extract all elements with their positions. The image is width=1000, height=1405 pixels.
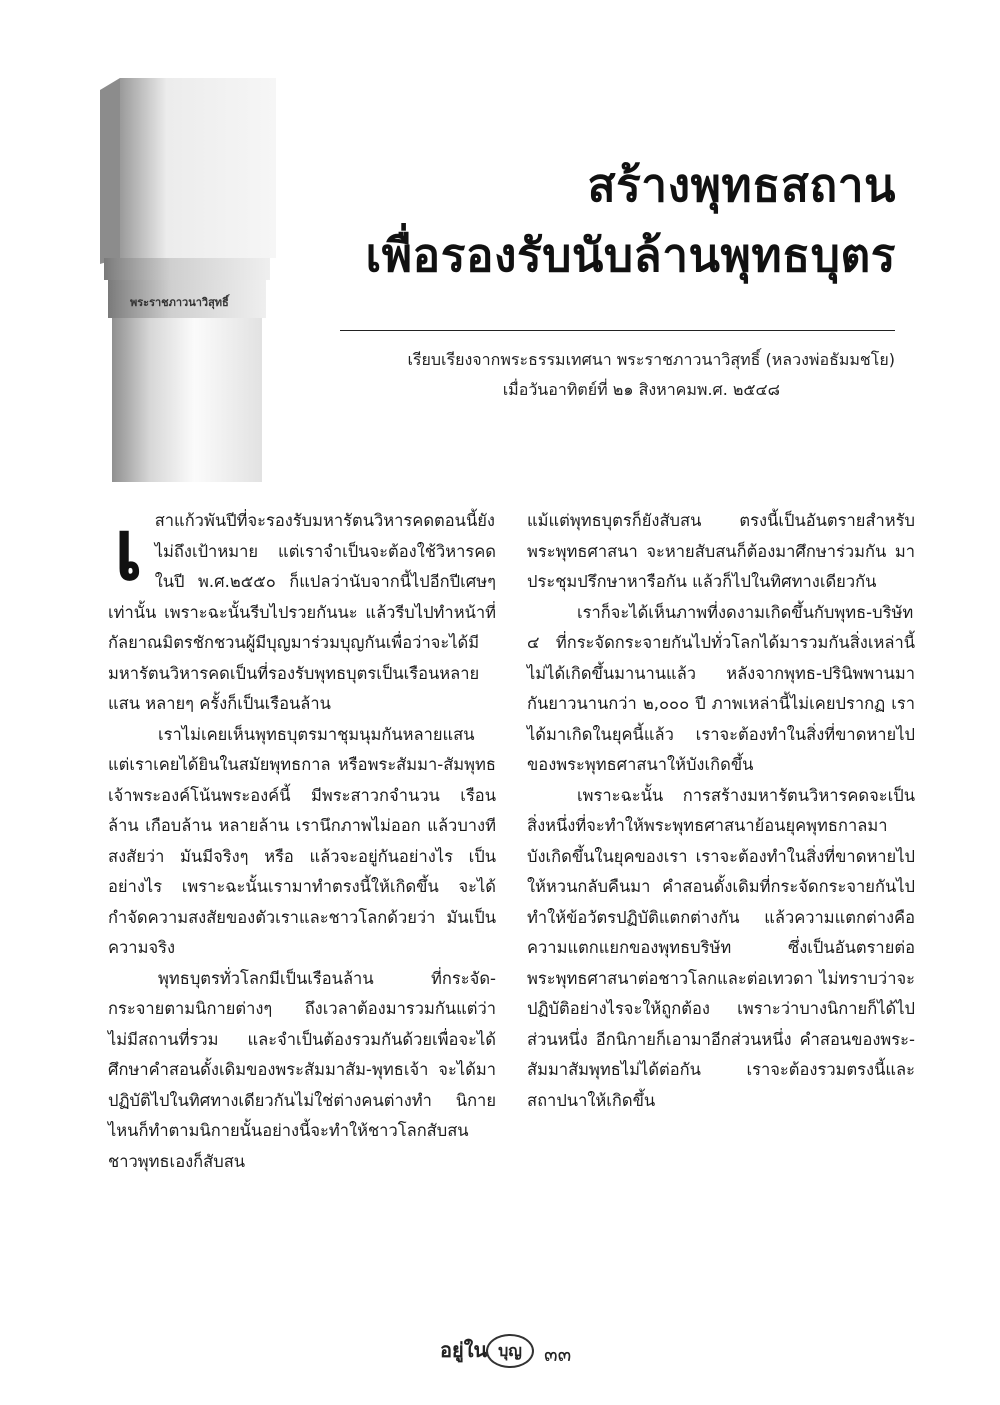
- body-column-right: [527, 506, 915, 1116]
- paragraph: เราไม่เคยเห็นพุทธบุตรมาชุมนุมกันหลายแสน แต่เราเคยได้ยินในสมัยพุทธกาล หรือพระสัมมา-สัมพุทธเจ้าพระองค์โน้นพระองค์นี้ มีพระสาวกจำนวน เรือนล้าน เกือบล้าน หลายล้าน เรานึกภาพไม่ออก แล้วบางทีสงสัยว่า มันมีจริงๆ หรือ แล้วจะอยู่กันอย่างไร เป็นอย่างไร เพราะฉะนั้นเรามาทำตรงนี้ให้เกิดขึ้น จะได้กำจัดความสงสัยของตัวเราและชาวโลกด้วยว่า มันเป็นความจริง: [108, 724, 496, 957]
- paragraph: เราก็จะได้เห็นภาพที่งดงามเกิดขึ้นกับพุทธ-บริษัท ๔ ที่กระจัดกระจายกันไปทั่วโลกได้มารวมกันสิ่งเหล่านี้ไม่ได้เกิดขึ้นมานานแล้ว หลังจากพุทธ-ปรินิพพานมากันยาวนานกว่า ๒,๐๐๐ ปี ภาพเหล่านี้ไม่เคยปรากฏ เราได้มาเกิดในยุคนี้แล้ว เราจะต้องทำในสิ่งที่ขาดหายไปของพระพุทธศาสนาให้บังเกิดขึ้น: [527, 602, 915, 774]
- byline-date: เมื่อวันอาทิตย์ที่ ๒๑ สิงหาคมพ.ศ. ๒๕๔๘: [502, 380, 780, 399]
- pillar-inscription: พระราชภาวนาวิสุทธิ์: [130, 296, 229, 309]
- byline-source: เรียบเรียงจากพระธรรมเทศนา พระราชภาวนาวิสุทธิ์ (หลวงพ่อธัมมชโย): [407, 350, 895, 369]
- title-line-1: สร้างพุทธสถาน: [587, 158, 896, 212]
- body-column-left: [108, 501, 496, 1177]
- article-title: [276, 150, 896, 290]
- drop-cap: เ: [114, 501, 143, 599]
- paragraph: เพราะฉะนั้น การสร้างมหารัตนวิหารคดจะเป็นสิ่งหนึ่งที่จะทำให้พระพุทธศาสนาย้อนยุคพุทธกาลมาบังเกิดขึ้นในยุคของเรา เราจะต้องทำในสิ่งที่ขาดหายไปให้หวนกลับคืนมา คำสอนดั้งเดิมที่กระจัดกระจายกันไปทำให้ข้อวัตรปฏิบัติแตกต่างกัน แล้วความแตกต่างคือความแตกแยกของพุทธบริษัท ซึ่งเป็นอันตรายต่อพระพุทธศาสนาต่อชาวโลกและต่อเทวดา ไม่ทราบว่าจะปฏิบัติอย่างไรจะให้ถูกต้อง เพราะว่าบางนิกายก็ได้ไปส่วนหนึ่ง อีกนิกายก็เอามาอีกส่วนหนึ่ง คำสอนของพระ-สัมมาสัมพุทธไม่ได้ต่อกัน เราจะต้องรวมตรงนี้และสถาปนาให้เกิดขึ้น: [527, 785, 915, 1110]
- byline: [340, 345, 895, 405]
- page-footer: [440, 1332, 600, 1376]
- page-number: ๓๓: [544, 1342, 572, 1366]
- magazine-logo-text: อยู่ใน: [440, 1338, 488, 1362]
- paragraph: [108, 501, 496, 720]
- paragraph: พุทธบุตรทั่วโลกมีเป็นเรือนล้าน ที่กระจัด-กระจายตามนิกายต่างๆ ถึงเวลาต้องมารวมกันแต่ว่าไม่มีสถานที่รวม และจำเป็นต้องรวมกันด้วยเพื่อจะได้ศึกษาคำสอนดั้งเดิมของพระสัมมาสัม-พุทธเจ้า จะได้มาปฏิบัติไปในทิศทางเดียวกันไม่ใช่ต่างคนต่างทำ นิกายไหนก็ทำตามนิกายนั้นอย่างนี้จะทำให้ชาวโลกสับสน ชาวพุทธเองก็สับสน: [108, 968, 496, 1171]
- magazine-logo-ring: [486, 1334, 534, 1368]
- pillar-illustration: [100, 72, 290, 482]
- title-divider: [340, 330, 895, 331]
- paragraph: แม้แต่พุทธบุตรก็ยังสับสน ตรงนี้เป็นอันตรายสำหรับพระพุทธศาสนา จะหายสับสนก็ต้องมาศึกษาร่วมกัน มาประชุมปรึกษาหารือกัน แล้วก็ไปในทิศทางเดียวกัน: [527, 511, 915, 591]
- paragraph-text: สาแก้วพันปีที่จะรองรับมหารัตนวิหารคดตอนนี้ยังไม่ถึงเป้าหมาย แต่เราจำเป็นจะต้องใช้วิหารคดในปี พ.ศ.๒๕๕๐ ก็แปลว่านับจากนี้ไปอีกปีเศษๆ เท่านั้น เพราะฉะนั้นรีบไปรวยกันนะ แล้วรีบไปทำหน้าที่กัลยาณมิตรชักชวนผู้มีบุญมาร่วมบุญกันเพื่อว่าจะได้มีมหารัตนวิหารคดเป็นที่รองรับพุทธบุตรเป็นเรือนหลายแสน หลายๆ ครั้งก็เป็นเรือนล้าน: [108, 511, 496, 713]
- magazine-logo-ring-text: บุญ: [498, 1341, 522, 1360]
- title-line-2: เพื่อรองรับนับล้านพุทธบุตร: [365, 228, 896, 282]
